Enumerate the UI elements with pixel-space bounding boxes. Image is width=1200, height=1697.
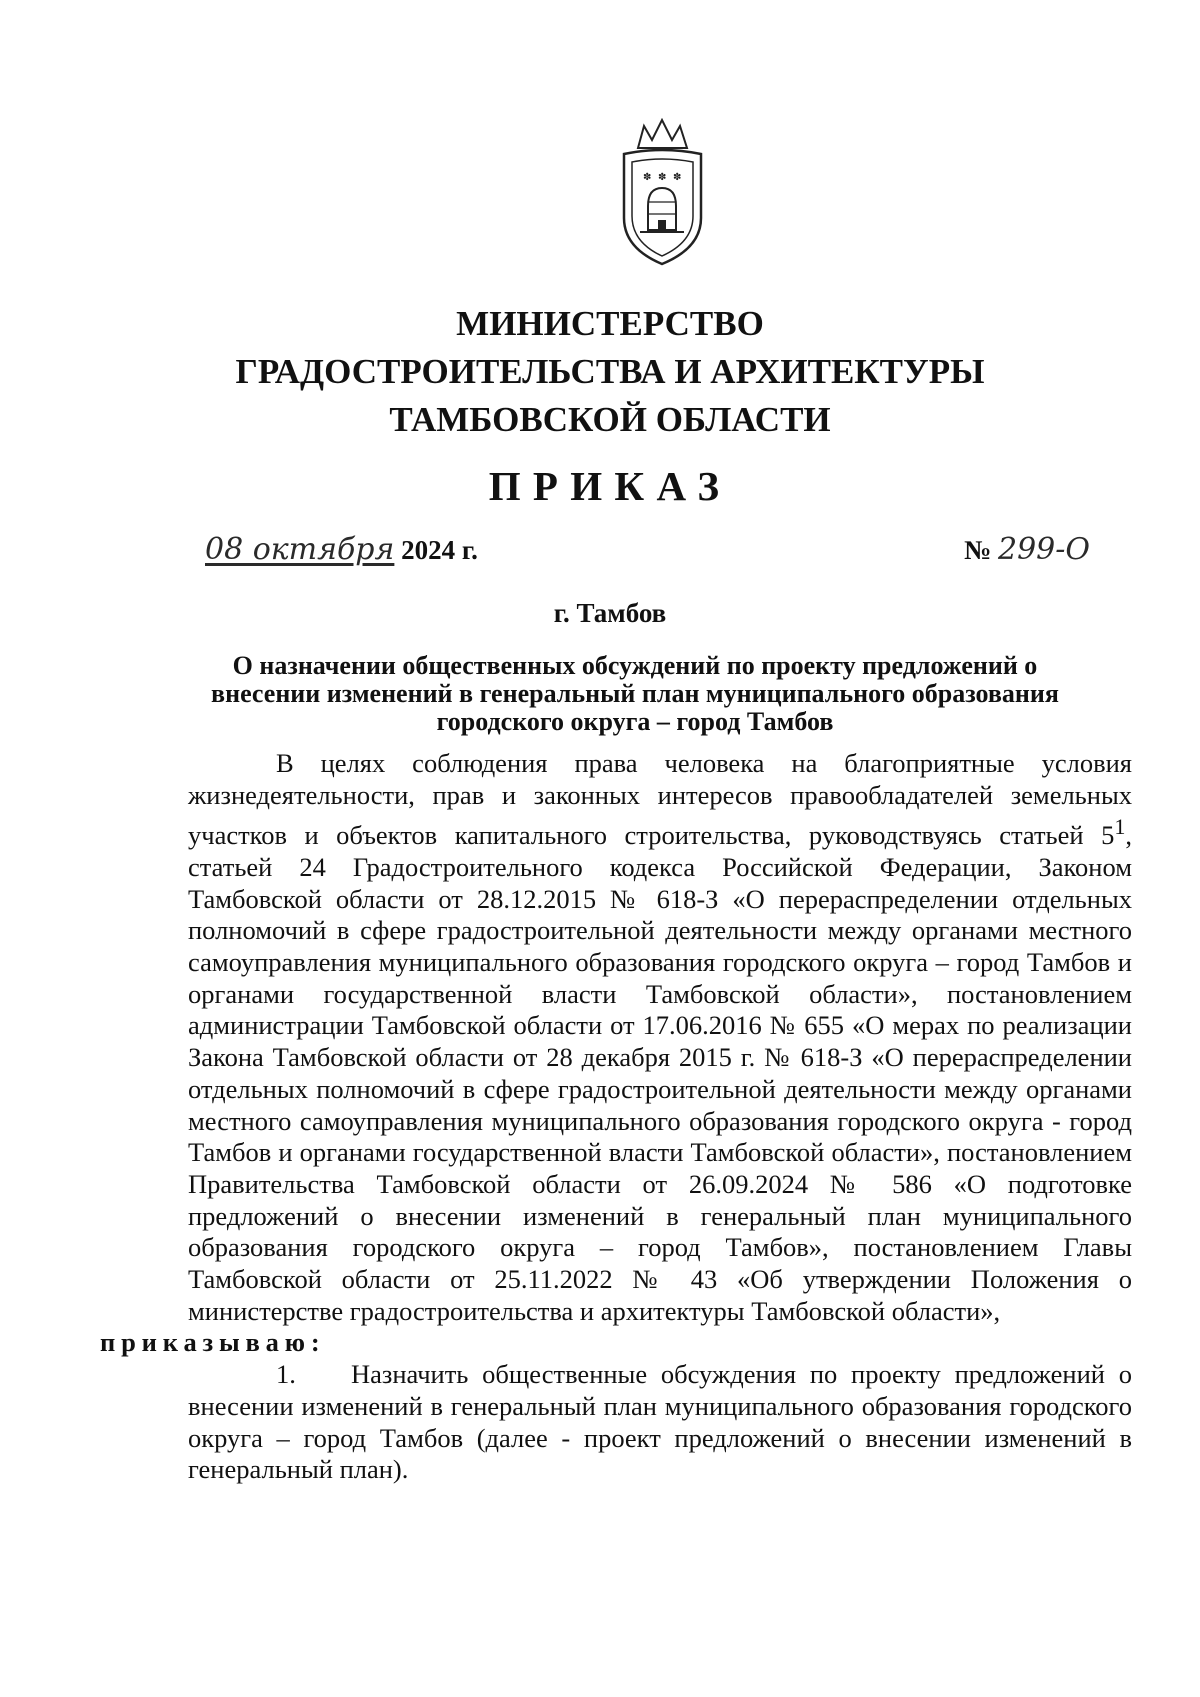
ministry-line-3: ТАМБОВСКОЙ ОБЛАСТИ	[389, 400, 831, 439]
handwritten-number: 299-О	[998, 532, 1090, 567]
svg-text:✽: ✽	[643, 172, 652, 183]
item-1-text: Назначить общественные обсуждения по проекту предложений о внесении изменений в генеральный план муниципального образования городского округа – город Тамбов (далее - проект предложений о внесении изменений в генеральный план).	[188, 1359, 1132, 1485]
ministry-line-1: МИНИСТЕРСТВО	[456, 304, 764, 343]
order-word: приказываю:	[100, 1327, 326, 1358]
preamble-text-part1: В целях соблюдения права человека на благоприятные условия жизнедеятельности, прав и законных интересов правообладателей земельных участков и объектов капитального строительства, руководствуясь статьей 5	[188, 748, 1132, 851]
document-body	[100, 748, 1132, 1486]
document-type: ПРИКАЗ	[488, 463, 732, 509]
svg-text:✽: ✽	[673, 172, 682, 183]
ministry-line-2: ГРАДОСТРОИТЕЛЬСТВА И АРХИТЕКТУРЫ	[235, 352, 985, 391]
document-number	[964, 532, 1090, 567]
handwritten-date: 08 октября	[205, 532, 395, 567]
document-date	[205, 532, 478, 567]
coat-of-arms-emblem	[610, 118, 715, 268]
preamble-paragraph	[100, 748, 1132, 1359]
city: г. Тамбов	[553, 598, 667, 628]
preamble-text-part2: , статьей 24 Градостроительного кодекса Российской Федерации, Законом Тамбовской области от 28.12.2015 № 618-З «О перераспределении отдельных полномочий в сфере градостроительной деятельности между органами местного самоуправления муниципального образования городского округа – город Тамбов и органами государственной власти Тамбовской области», постановлением администрации Тамбовской области от 17.06.2016 № 655 «О мерах по реализации Закона Тамбовской области от 28 декабря 2015 г. № 618-З «О перераспределении отдельных полномочий в сфере градостроительной деятельности между органами местного самоуправления муниципального образования городского округа - город Тамбов и органами государственной власти Тамбовской области», постановлением Правительства Тамбовской области от 26.09.2024 № 586 «О подготовке предложений о внесении изменений в генеральный план муниципального образования городского округа – город Тамбов», постановлением Главы Тамбовской области от 25.11.2022 № 43 «Об утверждении Положения о министерстве градостроительства и архитектуры Тамбовской области»,	[188, 820, 1132, 1326]
preamble-superscript: 1	[1114, 814, 1126, 840]
ministry-name	[150, 300, 1070, 444]
document-title: О назначении общественных обсуждений по проекту предложений о внесении изменений в генеральный план муниципального образования городского округа – город Тамбов	[211, 651, 1059, 736]
date-year: 2024 г.	[401, 535, 478, 565]
svg-text:✽: ✽	[658, 172, 667, 183]
order-item-1	[188, 1359, 1132, 1486]
item-1-number: 1.	[276, 1359, 296, 1390]
number-prefix: №	[964, 535, 992, 565]
